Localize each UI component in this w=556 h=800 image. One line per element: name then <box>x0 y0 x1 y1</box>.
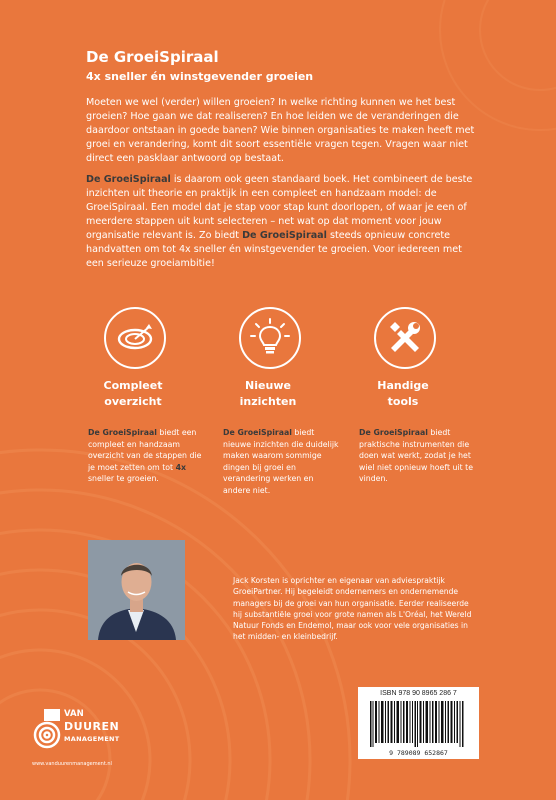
feature-icon-circle <box>239 307 301 369</box>
feature-title-line: tools <box>387 395 419 408</box>
paragraph-text: is daarom ook geen standaard boek. Het combineert de beste inzichten uit theorie en praktijk in een compleet en handzaam model: de GroeiSpiraal. Een model dat je stap voor stap kunt doorlopen, of waar je een of meerdere stappen uit kunt selecteren – net wat op dat moment voor jouw organisatie relevant is. Zo biedt <box>86 174 473 241</box>
feature-text-part: biedt een compleet en handzaam overzicht van de stappen die je moet zetten om tot <box>88 428 202 472</box>
brand-name: De GroeiSpiraal <box>88 428 157 437</box>
paragraph-text: steeds opnieuw concrete handvatten om tot 4x sneller én winstgevender te groeien. Voor iedereen met een serieuze groeiambitie! <box>86 230 462 269</box>
barcode <box>358 687 479 759</box>
brand-name: De GroeiSpiraal <box>242 230 327 241</box>
author-portrait-icon <box>88 540 185 640</box>
publisher-website: www.vanduurenmanagement.nl <box>32 761 112 767</box>
brand-name: De GroeiSpiraal <box>86 174 171 185</box>
book-subtitle: 4x sneller én winstgevender groeien <box>86 70 314 83</box>
brand-name: De GroeiSpiraal <box>359 428 428 437</box>
isbn-label: ISBN 978 90 8965 286 7 <box>380 690 457 697</box>
barcode-digits: 9 789089 652867 <box>389 749 448 757</box>
logo-management: MANAGEMENT <box>64 735 120 743</box>
feature-title-compleet <box>68 378 198 410</box>
logo-van: VAN <box>64 709 84 719</box>
feature-title-nieuwe <box>203 378 333 410</box>
feature-title-line: Nieuwe <box>245 379 291 392</box>
feature-title-line: inzichten <box>239 395 297 408</box>
feature-title-line: Handige <box>377 379 429 392</box>
publisher-logo <box>32 707 137 751</box>
feature-title-line: Compleet <box>103 379 163 392</box>
feature-text-part: biedt nieuwe inzichten die duidelijk maken waarom sommige dingen bij groei en verandering werken en andere niet. <box>223 428 339 495</box>
logo-duuren: DUUREN <box>64 720 120 733</box>
book-title: De GroeiSpiraal <box>86 48 219 66</box>
intro-paragraph-1: Moeten we wel (verder) willen groeien? In welke richting kunnen we het best groeien? Hoe gaan we dat realiseren? En hoe leiden we de veranderingen die daardoor ontstaan in goede banen? Wie binnen organisaties te maken heeft met groei en verandering, komt dit soort essentiële vragen tegen. Vragen waar niet direct een pasklaar antwoord op bestaat. <box>86 97 475 164</box>
feature-icon-circle <box>104 307 166 369</box>
author-photo <box>88 540 185 640</box>
tools-icon <box>385 318 425 358</box>
feature-text-compleet <box>88 427 204 485</box>
feature-text-part: biedt praktische instrumenten die doen wat werkt, zodat je het wiel niet opnieuw hoeft uit te vinden. <box>359 428 473 483</box>
brand-name: De GroeiSpiraal <box>223 428 292 437</box>
author-bio: Jack Korsten is oprichter en eigenaar van adviespraktijk GroeiPartner. Hij begeleidt ondernemers en ondernemende managers bij de groei van hun organisatie. Eerder realiseerde hij substantiële groei voor grote namen als L'Oréal, het Wereld Natuur Fonds en Endemol, maar ook voor vele organisaties in het midden- en kleinbedrijf. <box>233 576 472 642</box>
feature-text-nieuwe <box>223 427 339 496</box>
feature-title-handige <box>338 378 468 410</box>
lightbulb-icon <box>250 318 290 358</box>
feature-text-handige <box>359 427 475 485</box>
publisher-mark-icon <box>32 709 62 749</box>
feature-icon-circle <box>374 307 436 369</box>
intro-paragraph-2 <box>86 173 478 271</box>
feature-text-part: sneller te groeien. <box>88 474 159 483</box>
spiral-icon <box>115 318 155 358</box>
feature-text-bold: 4x <box>175 462 187 472</box>
feature-title-line: overzicht <box>104 395 162 408</box>
